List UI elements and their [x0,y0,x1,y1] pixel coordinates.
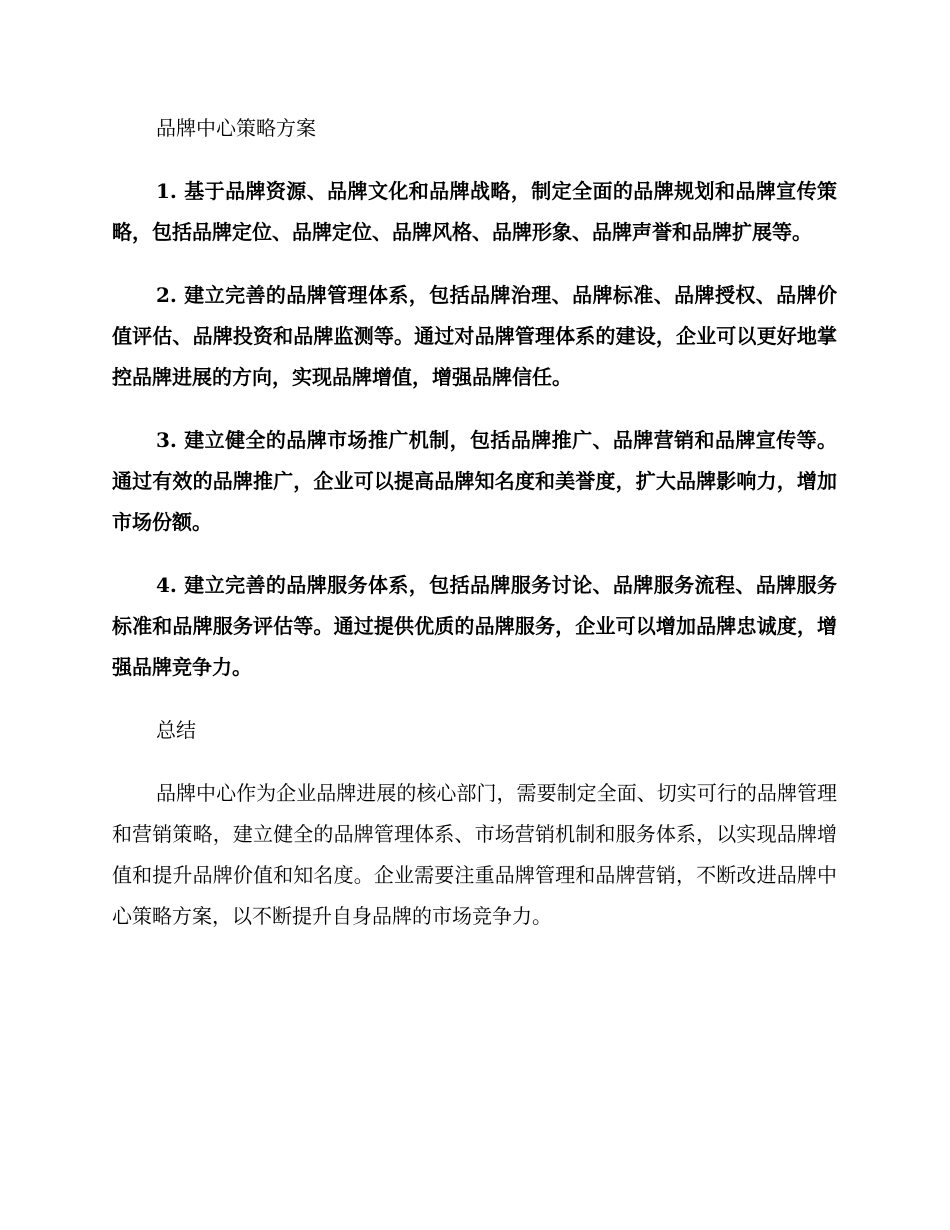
document-title: 品牌中心策略方案 [156,116,316,140]
strategy-item-2: 2. 建立完善的品牌管理体系，包括品牌治理、品牌标准、品牌授权、品牌价值评估、品牌投资和品牌监测等。通过对品牌管理体系的建设，企业可以更好地掌控品牌进展的方向，实现品牌增值，增强品牌信任。 [112,283,837,389]
strategy-item-4: 4. 建立完善的品牌服务体系，包括品牌服务讨论、品牌服务流程、品牌服务标准和品牌服务评估等。通过提供优质的品牌服务，企业可以增加品牌忠诚度，增强品牌竞争力。 [112,573,837,679]
strategy-item-3: 3. 建立健全的品牌市场推广机制，包括品牌推广、品牌营销和品牌宣传等。通过有效的品牌推广，企业可以提高品牌知名度和美誉度，扩大品牌影响力，增加市场份额。 [112,428,837,534]
document-body [112,108,837,959]
summary-paragraph: 品牌中心作为企业品牌进展的核心部门，需要制定全面、切实可行的品牌管理和营销策略，建立健全的品牌管理体系、市场营销机制和服务体系，以实现品牌增值和提升品牌价值和知名度。企业需要注重品牌管理和品牌营销，不断改进品牌中心策略方案，以不断提升自身品牌的市场竞争力。 [112,781,837,928]
strategy-item-1: 1. 基于品牌资源、品牌文化和品牌战略，制定全面的品牌规划和品牌宣传策略，包括品牌定位、品牌定位、品牌风格、品牌形象、品牌声誉和品牌扩展等。 [112,179,837,244]
summary-heading: 总结 [156,718,196,742]
